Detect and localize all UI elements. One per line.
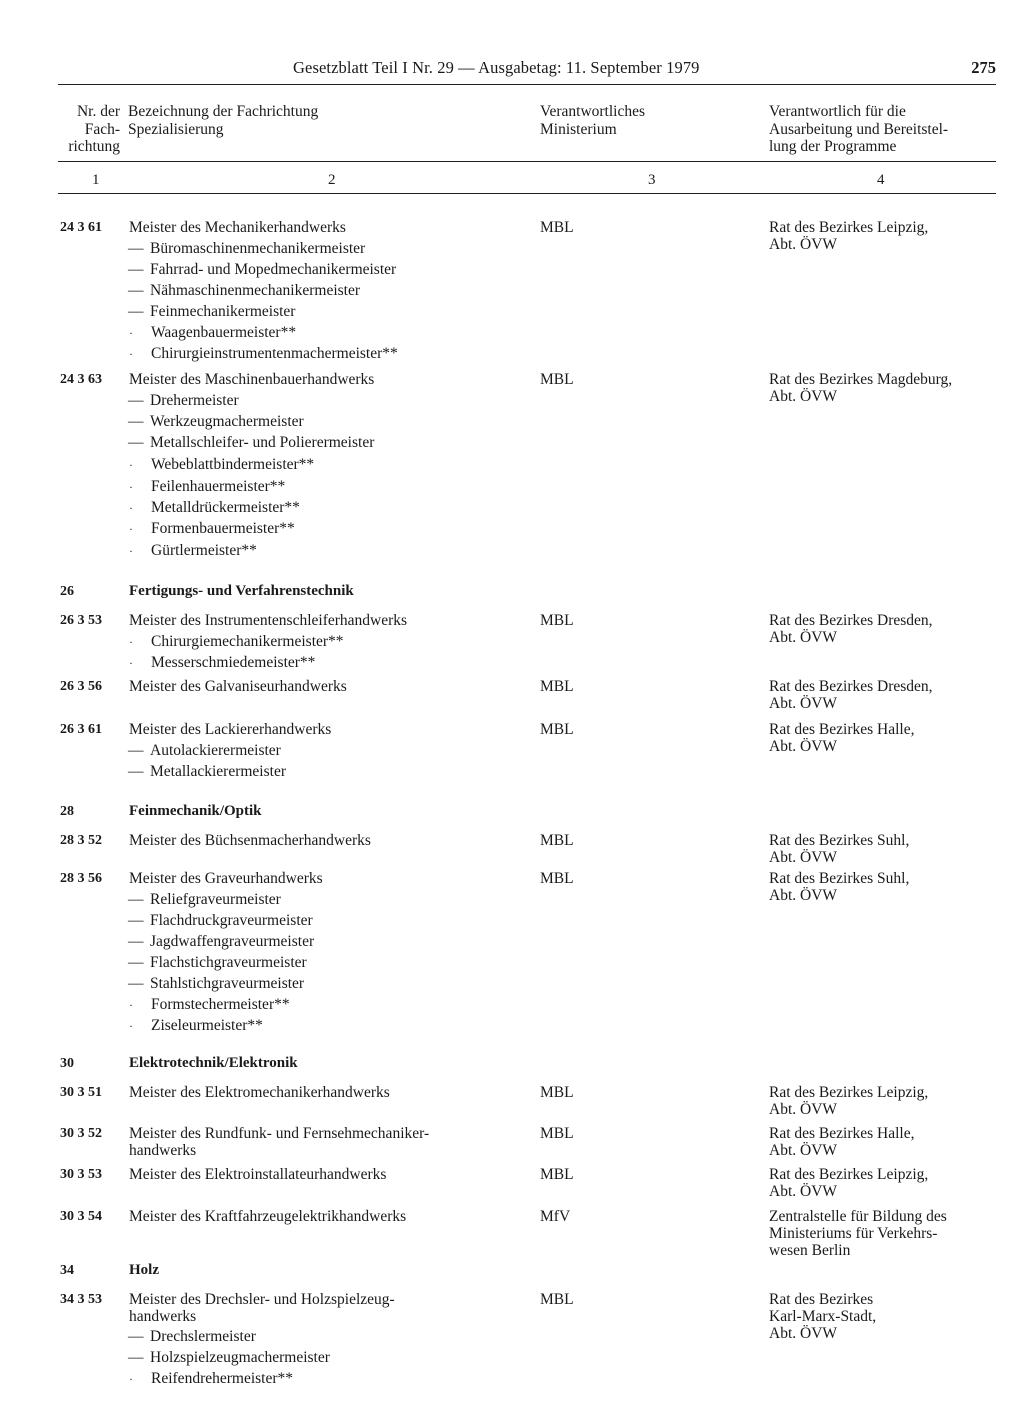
- entry-ministry: MBL: [540, 371, 574, 388]
- entry-number: 26 3 61: [60, 722, 102, 737]
- column-number-rule: [58, 193, 996, 194]
- specialization-item: · Metalldrückermeister**: [129, 499, 300, 516]
- specialization-item: · Waagenbauermeister**: [129, 324, 297, 341]
- entry-title: Meister des Kraftfahrzeugelektrikhandwerks: [129, 1208, 407, 1225]
- specialization-item: — Flachdruckgraveurmeister: [128, 912, 313, 929]
- specialization-item: — Reliefgraveurmeister: [128, 891, 281, 908]
- entry-ministry: MBL: [540, 678, 574, 695]
- entry-responsible-line: Ministeriums für Verkehrs-: [769, 1225, 938, 1242]
- entry-title: Meister des Büchsenmacherhandwerks: [129, 832, 371, 849]
- entry-responsible-line: Abt. ÖVW: [769, 1142, 838, 1159]
- section-number: 30: [60, 1056, 74, 1071]
- specialization-item: · Chirurgieinstrumentenmachermeister**: [129, 345, 398, 362]
- entry-number: 30 3 53: [60, 1167, 102, 1182]
- page-header-title: Gesetzblatt Teil I Nr. 29 — Ausgabetag: 11. September 1979: [293, 58, 700, 77]
- entry-responsible-line: Abt. ÖVW: [769, 1101, 838, 1118]
- entry-ministry: MBL: [540, 1125, 574, 1142]
- specialization-item: — Werkzeugmachermeister: [128, 413, 304, 430]
- entry-number: 28 3 56: [60, 871, 102, 886]
- section-title: Elektrotechnik/Elektronik: [129, 1055, 298, 1071]
- entry-title: Meister des Elektromechanikerhandwerks: [129, 1084, 390, 1101]
- entry-responsible-line: Rat des Bezirkes Suhl,: [769, 870, 910, 887]
- entry-responsible-line: Abt. ÖVW: [769, 388, 838, 405]
- entry-title: Meister des Elektroinstallateurhandwerks: [129, 1166, 387, 1183]
- entry-title-continued: handwerks: [129, 1308, 197, 1325]
- entry-ministry: MBL: [540, 832, 574, 849]
- specialization-item: · Formenbauermeister**: [129, 520, 295, 537]
- entry-responsible-line: wesen Berlin: [769, 1242, 851, 1259]
- entry-ministry: MBL: [540, 1291, 574, 1308]
- entry-ministry: MBL: [540, 870, 574, 887]
- specialization-item: · Gürtlermeister**: [129, 542, 257, 559]
- entry-responsible-line: Rat des Bezirkes Leipzig,: [769, 219, 929, 236]
- section-title: Feinmechanik/Optik: [129, 803, 262, 819]
- column-heading-rule: [58, 161, 996, 162]
- column-heading-number: Nr. der Fach- richtung: [68, 103, 120, 155]
- section-title: Fertigungs- und Verfahrenstechnik: [129, 583, 354, 599]
- entry-number: 30 3 54: [60, 1209, 102, 1224]
- page-header: [58, 58, 996, 84]
- page-number: 275: [971, 58, 996, 77]
- entry-title: Meister des Galvaniseurhandwerks: [129, 678, 347, 695]
- specialization-item: — Jagdwaffengraveurmeister: [128, 933, 315, 950]
- entry-title: Meister des Instrumentenschleiferhandwerks: [129, 612, 408, 629]
- entry-responsible-line: Abt. ÖVW: [769, 738, 838, 755]
- entry-number: 28 3 52: [60, 833, 102, 848]
- entry-responsible-line: Abt. ÖVW: [769, 236, 838, 253]
- entry-title: Meister des Lackiererhandwerks: [129, 721, 332, 738]
- entry-responsible-line: Abt. ÖVW: [769, 1183, 838, 1200]
- entry-number: 30 3 51: [60, 1085, 102, 1100]
- section-title: Holz: [129, 1262, 159, 1278]
- entry-number: 26 3 53: [60, 613, 102, 628]
- entry-responsible-line: Zentralstelle für Bildung des: [769, 1208, 947, 1225]
- entry-title: Meister des Maschinenbauerhandwerks: [129, 371, 375, 388]
- entry-responsible-line: Rat des Bezirkes Leipzig,: [769, 1166, 929, 1183]
- column-heading-ministry: Verantwortliches Ministerium: [540, 103, 646, 138]
- specialization-item: · Ziseleurmeister**: [129, 1017, 263, 1034]
- specialization-item: — Metallschleifer- und Polierermeister: [128, 434, 375, 451]
- specialization-item: — Holzspielzeugmachermeister: [128, 1349, 330, 1366]
- entry-ministry: MBL: [540, 1166, 574, 1183]
- entry-ministry: MBL: [540, 1084, 574, 1101]
- specialization-item: · Feilenhauermeister**: [129, 478, 286, 495]
- column-heading-responsible: Verantwortlich für die Ausarbeitung und Bereitstel- lung der Programme: [769, 103, 949, 155]
- specialization-item: · Reifendrehermeister**: [129, 1370, 294, 1387]
- column-heading-designation: Bezeichnung der Fachrichtung Spezialisierung: [128, 103, 319, 138]
- entry-number: 30 3 52: [60, 1126, 102, 1141]
- specialization-item: — Büromaschinenmechanikermeister: [128, 240, 366, 257]
- specialization-item: · Webeblattbindermeister**: [129, 456, 315, 473]
- entry-responsible-line: Rat des Bezirkes Leipzig,: [769, 1084, 929, 1101]
- entry-number: 24 3 61: [60, 220, 102, 235]
- specialization-item: — Metallackierermeister: [128, 763, 286, 780]
- entry-ministry: MBL: [540, 612, 574, 629]
- specialization-item: — Flachstichgraveurmeister: [128, 954, 307, 971]
- specialization-item: — Drehermeister: [128, 392, 239, 409]
- column-number-4: 4: [877, 172, 885, 188]
- specialization-item: — Fahrrad- und Mopedmechanikermeister: [128, 261, 397, 278]
- entry-number: 34 3 53: [60, 1292, 102, 1307]
- entry-number: 24 3 63: [60, 372, 102, 387]
- entry-responsible-line: Rat des Bezirkes Dresden,: [769, 678, 933, 695]
- entry-responsible-line: Karl-Marx-Stadt,: [769, 1308, 877, 1325]
- entry-responsible-line: Rat des Bezirkes Halle,: [769, 1125, 915, 1142]
- entry-title-continued: handwerks: [129, 1142, 197, 1159]
- entry-responsible-line: Rat des Bezirkes Halle,: [769, 721, 915, 738]
- entry-title: Meister des Graveurhandwerks: [129, 870, 323, 887]
- entry-responsible-line: Rat des Bezirkes: [769, 1291, 874, 1308]
- entry-title: Meister des Mechanikerhandwerks: [129, 219, 346, 236]
- entry-responsible-line: Abt. ÖVW: [769, 1325, 838, 1342]
- specialization-item: — Nähmaschinenmechanikermeister: [128, 282, 361, 299]
- specialization-item: — Autolackierermeister: [128, 742, 281, 759]
- column-number-3: 3: [648, 172, 656, 188]
- header-rule: [58, 84, 996, 85]
- entry-ministry: MfV: [540, 1208, 571, 1225]
- specialization-item: — Drechslermeister: [128, 1328, 256, 1345]
- section-number: 34: [60, 1263, 74, 1278]
- entry-responsible-line: Rat des Bezirkes Dresden,: [769, 612, 933, 629]
- entry-responsible-line: Abt. ÖVW: [769, 849, 838, 866]
- entry-ministry: MBL: [540, 721, 574, 738]
- section-number: 28: [60, 804, 74, 819]
- entry-responsible-line: Rat des Bezirkes Magdeburg,: [769, 371, 953, 388]
- specialization-item: · Chirurgiemechanikermeister**: [129, 633, 344, 650]
- entry-ministry: MBL: [540, 219, 574, 236]
- specialization-item: · Formstechermeister**: [129, 996, 290, 1013]
- entry-number: 26 3 56: [60, 679, 102, 694]
- entry-responsible-line: Rat des Bezirkes Suhl,: [769, 832, 910, 849]
- section-number: 26: [60, 584, 74, 599]
- specialization-item: · Messerschmiedemeister**: [129, 654, 316, 671]
- specialization-item: — Feinmechanikermeister: [128, 303, 296, 320]
- entry-responsible-line: Abt. ÖVW: [769, 887, 838, 904]
- column-number-1: 1: [92, 172, 100, 188]
- column-number-2: 2: [328, 172, 336, 188]
- entry-responsible-line: Abt. ÖVW: [769, 629, 838, 646]
- entry-responsible-line: Abt. ÖVW: [769, 695, 838, 712]
- entry-title: Meister des Rundfunk- und Fernsehmechaniker-: [129, 1125, 430, 1142]
- entry-title: Meister des Drechsler- und Holzspielzeug-: [129, 1291, 395, 1308]
- specialization-item: — Stahlstichgraveurmeister: [128, 975, 305, 992]
